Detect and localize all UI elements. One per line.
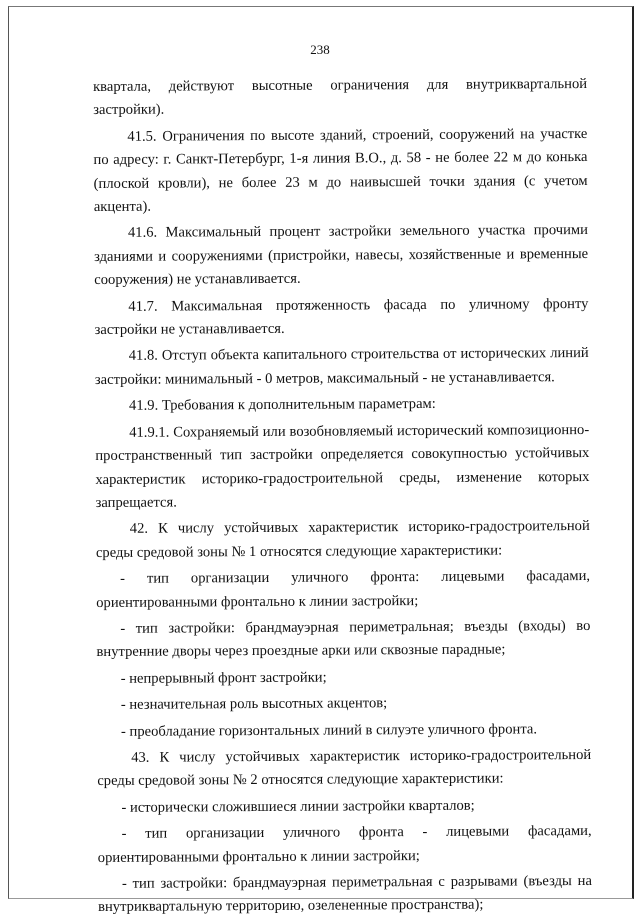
paragraph-41-7: 41.7. Максимальная протяженность фасада по уличному фронту застройки не устанавливается. [94,295,589,339]
list-item: - преобладание горизонтальных линий в силуэте уличного фронта. [120,720,538,740]
paragraph-41-9: 41.9. Требования к дополнительным параметрам: [128,396,436,415]
paragraph-41-8: 41.8. Отступ объекта капитального строительства от исторических линий застройки: минимальный - 0 метров, максимальный - не устанавливается. [94,345,589,388]
paragraph-42: 42. К числу устойчивых характеристик историко-градостроительной среды средовой зоны № 1 относятся следующие характеристики: [95,518,590,561]
list-item: - непрерывный фронт застройки; [120,669,327,687]
paragraph-43: 43. К числу устойчивых характеристик историко-градостроительной среды средовой зоны № 2 относятся следующие характеристики: [97,746,592,790]
list-item: - незначительная роль высотных акцентов; [120,695,388,713]
list-item: - тип застройки: брандмауэрная периметральная с разрывами (въезды на внутриквартальную территорию, озелененные пространства); [98,872,592,916]
paragraph-41-9-1: 41.9.1. Сохраняемый или возобновляемый исторический композиционно-пространственный тип застройки определяется совокупностью устойчивых характеристик историко-градостроительной среды, изменение которых запрещается. [95,421,590,511]
document-body [93,73,592,920]
paragraph-41-5: 41.5. Ограничения по высоте зданий, строений, сооружений на участке по адресу: г. Санкт-Петербург, 1-я линия В.О., д. 58 - не более 22 м до конька (плоской кровли), не более 23 м до наивысшей точки здания (с учетом акцента). [93,125,588,216]
list-item: - тип застройки: брандмауэрная периметральная; въезды (входы) во внутренние дворы через проездные арки или сквозные парадные; [96,617,591,661]
page-number: 238 [310,42,330,57]
list-item: - тип организации уличного фронта - лицевыми фасадами, ориентированными фронтально к линии застройки; [97,823,592,866]
list-item: - тип организации уличного фронта: лицевыми фасадами, ориентированными фронтально к линии застройки; [96,568,591,611]
list-item: - исторически сложившиеся линии застройки кварталов; [121,797,475,816]
paragraph-continuation: квартала, действуют высотные ограничения для внутриквартальной застройки). [93,75,588,119]
paragraph-41-6: 41.6. Максимальный процент застройки земельного участка прочими зданиями и сооружениями (пристройки, навесы, хозяйственные и временные сооружения) не устанавливается. [94,222,589,289]
